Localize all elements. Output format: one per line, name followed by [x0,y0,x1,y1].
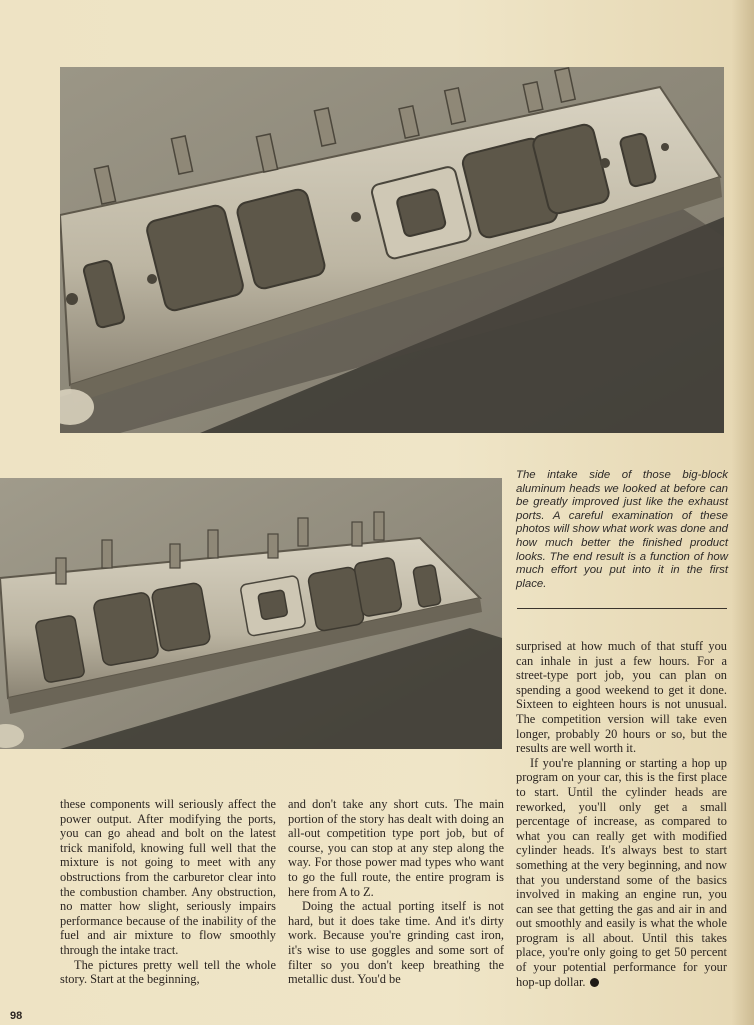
article-paragraph: and don't take any short cuts. The main portion of the story has dealt with doing an all-out competition type port job, but of course, you can stop at any step along the way. For those power mad types who want to go the full route, the entire program is here from A to Z. [288,797,504,899]
bleed-through-text [60,14,700,40]
caption-divider [517,608,727,609]
cylinder-head-image-top [60,67,724,433]
cylinder-head-photo-top [60,67,724,433]
article-column-3 [516,639,727,989]
article-column-2 [288,797,504,987]
cylinder-head-photo-bottom [0,478,502,749]
article-paragraph: Doing the actual porting itself is not hard, but it does take time. And it's dirty work. Because you're grinding cast iron, it's wise to use goggles and some sort of filter so you don't keep breathing the metallic dust. You'd be [288,899,504,987]
cylinder-head-image-bottom [0,478,502,749]
article-paragraph: surprised at how much of that stuff you can inhale in just a few hours. For a street-type port job, you can plan on spending a good weekend to get it done. Sixteen to eighteen hours is not unusual. The competition version will take even longer, probably 20 hours or so, but the results are well worth it. [516,639,727,756]
article-column-1 [60,797,276,987]
article-paragraph-text: If you're planning or starting a hop up program on your car, this is the first place to start. Until the cylinder heads are reworked, you'll only get a small percentage of increase, as compared to what you can really get with modified cylinder heads. It's always best to start something at the very beginning, and now that you understand some of the basics involved in making an engine run, you can see that getting the gas and air in and out smoothly and easily is what the whole program is all about. Until this takes place, you're only going to get 50 percent of your potential performance for your hop-up dollar. [516,755,727,989]
end-of-article-icon [590,978,599,987]
photo-caption: The intake side of those big-block aluminum heads we looked at before can be greatly improved just like the exhaust ports. A careful examination of these photos will show what work was done and how much better the finished product looks. The end result is a function of how much effort you put into it in the first place. [516,469,728,590]
article-paragraph [516,756,727,990]
article-paragraph: The pictures pretty well tell the whole story. Start at the beginning, [60,957,276,987]
page-number: 98 [10,1010,23,1022]
article-paragraph: these components will seriously affect the power output. After modifying the ports, you can go ahead and bolt on the latest trick manifold, knowing full well that the mixture is not going to meet with any obstructions from the carburetor clear into the combustion chamber. Any obstruction, no matter how slight, seriously impairs performance because of the inability of the fuel and air mixture to flow smoothly through the intake tract. [60,797,276,957]
